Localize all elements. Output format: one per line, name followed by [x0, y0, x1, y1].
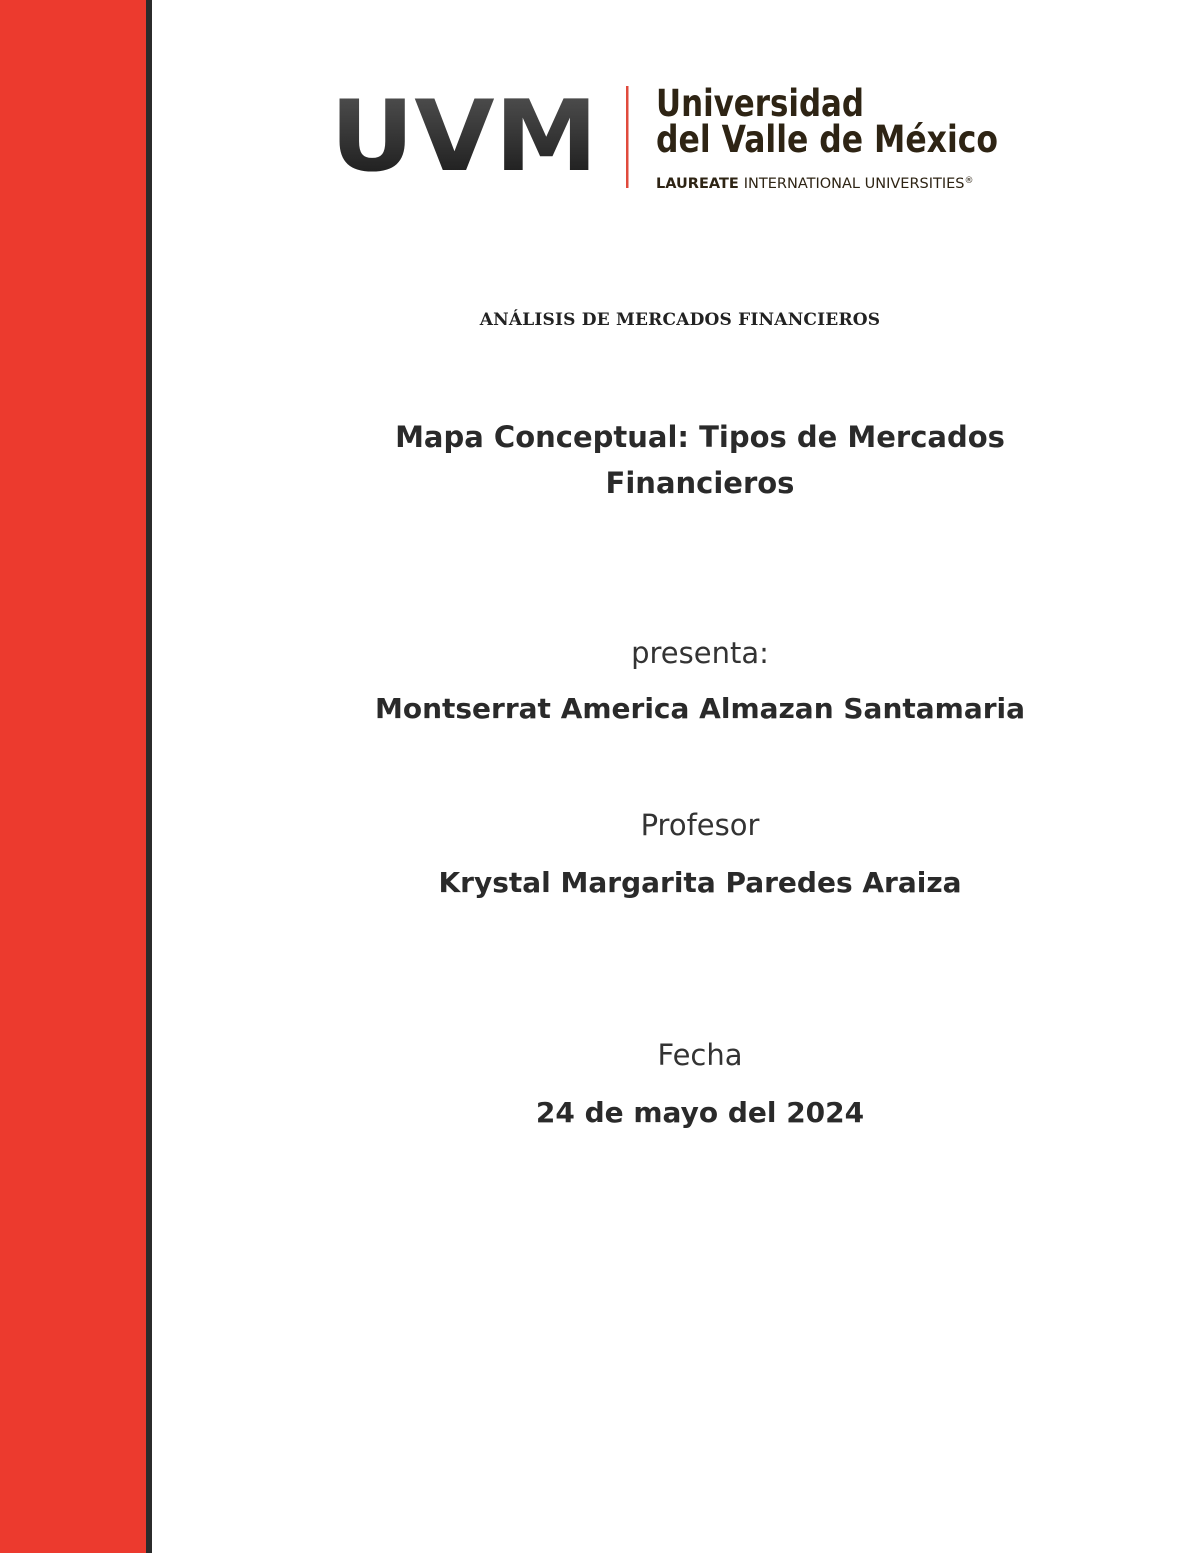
logo-tagline	[656, 176, 974, 192]
fecha-value: 24 de mayo del 2024	[535, 1096, 865, 1129]
side-dark-rule	[146, 0, 152, 1553]
logo-name-line2: del Valle de México	[656, 118, 998, 161]
student-name: Montserrat America Almazan Santamaria	[374, 692, 1026, 725]
presenta-label: presenta:	[631, 636, 769, 670]
profesor-label: Profesor	[640, 808, 760, 842]
logo-name-line1: Universidad	[656, 82, 864, 125]
logo-registered: ®	[964, 176, 974, 186]
uvm-mark: UVM	[330, 80, 598, 194]
uvm-logo-graphic	[330, 82, 1010, 194]
logo-divider	[626, 86, 629, 188]
profesor-name: Krystal Margarita Paredes Araiza	[438, 866, 962, 899]
logo-tagline-rest: INTERNATIONAL UNIVERSITIES	[743, 176, 965, 192]
document-title: Mapa Conceptual: Tipos de Mercados Financieros	[395, 420, 1005, 500]
fecha-label: Fecha	[657, 1038, 743, 1072]
course-name: ANÁLISIS DE MERCADOS FINANCIEROS	[479, 310, 881, 330]
side-color-band	[0, 0, 146, 1553]
uvm-logo	[330, 82, 1010, 194]
logo-tagline-bold: LAUREATE	[656, 176, 739, 192]
